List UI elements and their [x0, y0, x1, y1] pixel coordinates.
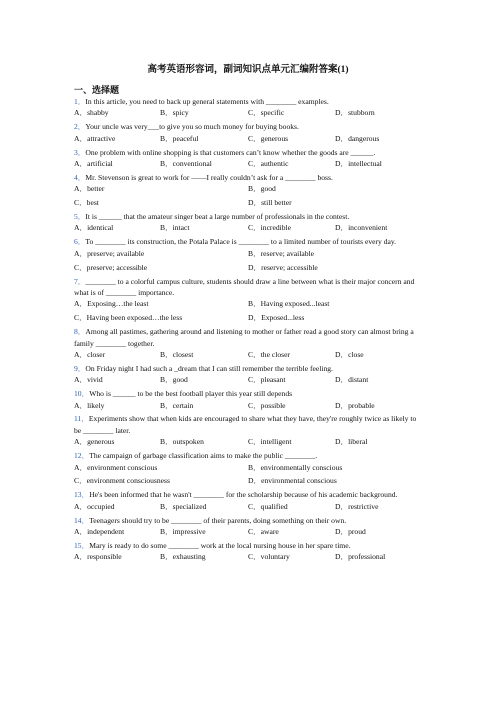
answer-option: A．preserve; available — [74, 248, 145, 258]
answer-option: A．artificial — [74, 159, 113, 168]
answer-option: A．identical — [74, 223, 114, 233]
answer-option: D．probable — [335, 400, 375, 410]
question-stem — [74, 489, 424, 500]
answer-option: B．conventional — [160, 159, 212, 168]
question-text: He's been informed that he wasn't ________ for the scholarship because of his academic background. — [89, 490, 398, 500]
answer-option: A．Exposing…the least — [74, 299, 149, 309]
question-number: 1． — [74, 97, 86, 106]
answer-option: D．inconvenient — [335, 223, 388, 233]
question-stem — [74, 147, 424, 158]
question-number: 12． — [74, 451, 90, 461]
question-item — [74, 413, 424, 450]
question-text: Mary is ready to do some ________ work at the local nursing house in her spare time. — [89, 540, 351, 550]
answer-option: C．preserve; accessible — [74, 262, 148, 272]
question-text: Among all pastimes, gathering around and listening to mother or father read a good story can almost bring a family ________ together. — [74, 327, 414, 348]
answer-option: A．attractive — [74, 133, 116, 143]
question-item — [74, 276, 424, 327]
question-item — [74, 363, 424, 388]
answer-option: A．generous — [74, 437, 115, 447]
answer-option: D．intellectual — [335, 159, 382, 168]
answer-option: D．proud — [335, 527, 366, 537]
answer-option: A．responsible — [74, 552, 122, 562]
question-number: 4． — [74, 172, 86, 182]
answer-option: D．Exposed...less — [248, 313, 305, 323]
question-number: 15． — [74, 540, 90, 550]
question-stem — [74, 121, 424, 132]
question-stem — [74, 388, 424, 399]
answer-option: C．voluntary — [248, 552, 290, 562]
question-item — [74, 172, 424, 211]
question-item — [74, 96, 424, 121]
answer-option: D．professional — [335, 552, 386, 562]
question-number: 14． — [74, 515, 90, 525]
answer-option: B．peaceful — [160, 133, 199, 143]
answer-option: D．stubborn — [335, 108, 375, 118]
question-text: The campaign of garbage classification aims to make the public ________. — [89, 451, 318, 461]
question-text: Teenagers should try to be ________ of their parents, doing something on their own. — [89, 515, 347, 525]
question-item — [74, 121, 424, 146]
answer-option: C．environment consciousness — [74, 476, 170, 486]
question-text: ________ to a colorful campus culture, students should draw a line between what is their major concern and what is of ________ importance. — [74, 276, 415, 297]
answer-option: C．aware — [248, 527, 279, 537]
answer-option: B．specialized — [160, 501, 207, 511]
question-stem — [74, 96, 424, 107]
answer-option: B．reserve; available — [248, 248, 314, 258]
question-stem — [74, 413, 424, 436]
question-text: To ________ its construction, the Potala Palace is ________ to a limited number of tourists every day. — [85, 237, 397, 247]
question-stem — [74, 450, 424, 461]
answer-option: A．vivid — [74, 375, 103, 385]
question-item — [74, 540, 424, 565]
question-stem — [74, 236, 424, 247]
question-item — [74, 515, 424, 540]
answer-option: B．intact — [160, 223, 190, 233]
answer-option: D．liberal — [335, 437, 368, 447]
question-stem — [74, 326, 424, 349]
answer-option: B．closest — [160, 349, 194, 359]
question-stem — [74, 515, 424, 526]
answer-option: C．intelligent — [248, 437, 292, 447]
answer-option: C．specific — [248, 108, 285, 118]
answer-option: A．likely — [74, 400, 105, 410]
question-number: 7． — [74, 276, 86, 286]
answer-option: D．distant — [335, 375, 369, 385]
answer-option: D．reserve; accessible — [248, 262, 318, 272]
answer-option: B．impressive — [160, 527, 206, 537]
question-text: Your uncle was very___to give you so much money for buying books. — [85, 122, 299, 132]
answer-option: C．Having been exposed…the less — [74, 313, 183, 323]
question-item — [74, 450, 424, 489]
question-stem — [74, 276, 424, 299]
question-number: 5． — [74, 212, 86, 222]
question-text: Experiments show that when kids are encouraged to share what they have, they're roughly twice as likely to be ________ later. — [74, 414, 417, 435]
question-text: On Friday night I had such a _dream that I can still remember the terrible feeling. — [85, 363, 333, 373]
answer-option: C．authentic — [248, 159, 289, 168]
answer-option: A．shabby — [74, 108, 109, 118]
question-number: 2． — [74, 122, 86, 132]
question-item — [74, 211, 424, 236]
answer-option: C．possible — [248, 400, 286, 410]
question-number: 6． — [74, 237, 86, 247]
answer-option: B．certain — [160, 400, 194, 410]
question-stem — [74, 363, 424, 374]
answer-option: C．generous — [248, 133, 289, 143]
question-number: 11． — [74, 414, 89, 424]
answer-option: B．good — [248, 184, 276, 194]
answer-option: A．independent — [74, 527, 125, 537]
page-title: 高考英语形容词，副词知识点单元汇编附答案(1) — [147, 65, 349, 75]
answer-option: D．close — [335, 349, 364, 359]
answer-option: D．restrictive — [335, 501, 379, 511]
question-item — [74, 326, 424, 363]
question-item — [74, 489, 424, 514]
question-item — [74, 236, 424, 275]
question-list — [74, 96, 424, 565]
answer-option: C．the closer — [248, 349, 290, 359]
answer-option: A．closer — [74, 349, 106, 359]
question-text: Mr. Stevenson is great to work for ——I really couldn’t ask for a ________ boss. — [85, 172, 333, 182]
question-number: 9． — [74, 363, 86, 373]
question-item — [74, 388, 424, 413]
question-stem — [74, 540, 424, 551]
question-number: 13． — [74, 490, 90, 500]
question-number: 10． — [74, 389, 90, 399]
question-stem — [74, 172, 424, 183]
answer-option: B．good — [160, 375, 188, 385]
answer-option: B．environmentally conscious — [248, 462, 343, 472]
question-text: In this article, you need to back up general statements with ________ examples. — [85, 97, 329, 106]
section-heading: 一、选择题 — [74, 85, 120, 95]
answer-option: C．incredible — [248, 223, 292, 233]
answer-option: D．environmental conscious — [248, 476, 337, 486]
question-item — [74, 147, 424, 172]
answer-option: A．better — [74, 184, 105, 194]
answer-option: C．qualified — [248, 501, 288, 511]
answer-option: C．best — [74, 198, 99, 208]
answer-option: C．pleasant — [248, 375, 286, 385]
question-text: One problem with online shopping is that customers can’t know whether the goods are ______. — [85, 147, 376, 157]
answer-option: A．environment conscious — [74, 462, 158, 472]
question-number: 8． — [74, 327, 86, 337]
question-text: It is ______ that the amateur singer beat a large number of professionals in the contest. — [85, 212, 350, 222]
answer-option: B．exhausting — [160, 552, 206, 562]
question-number: 3． — [74, 147, 86, 157]
question-text: Who is ______ to be the best football player this year still depends — [89, 389, 293, 399]
answer-option: D．still better — [248, 198, 292, 208]
question-stem — [74, 211, 424, 222]
answer-option: B．Having exposed...least — [248, 299, 330, 309]
answer-option: B．outspoken — [160, 437, 204, 447]
answer-option: B．spicy — [160, 108, 189, 118]
answer-option: D．dangerous — [335, 133, 380, 143]
answer-option: A．occupied — [74, 501, 115, 511]
